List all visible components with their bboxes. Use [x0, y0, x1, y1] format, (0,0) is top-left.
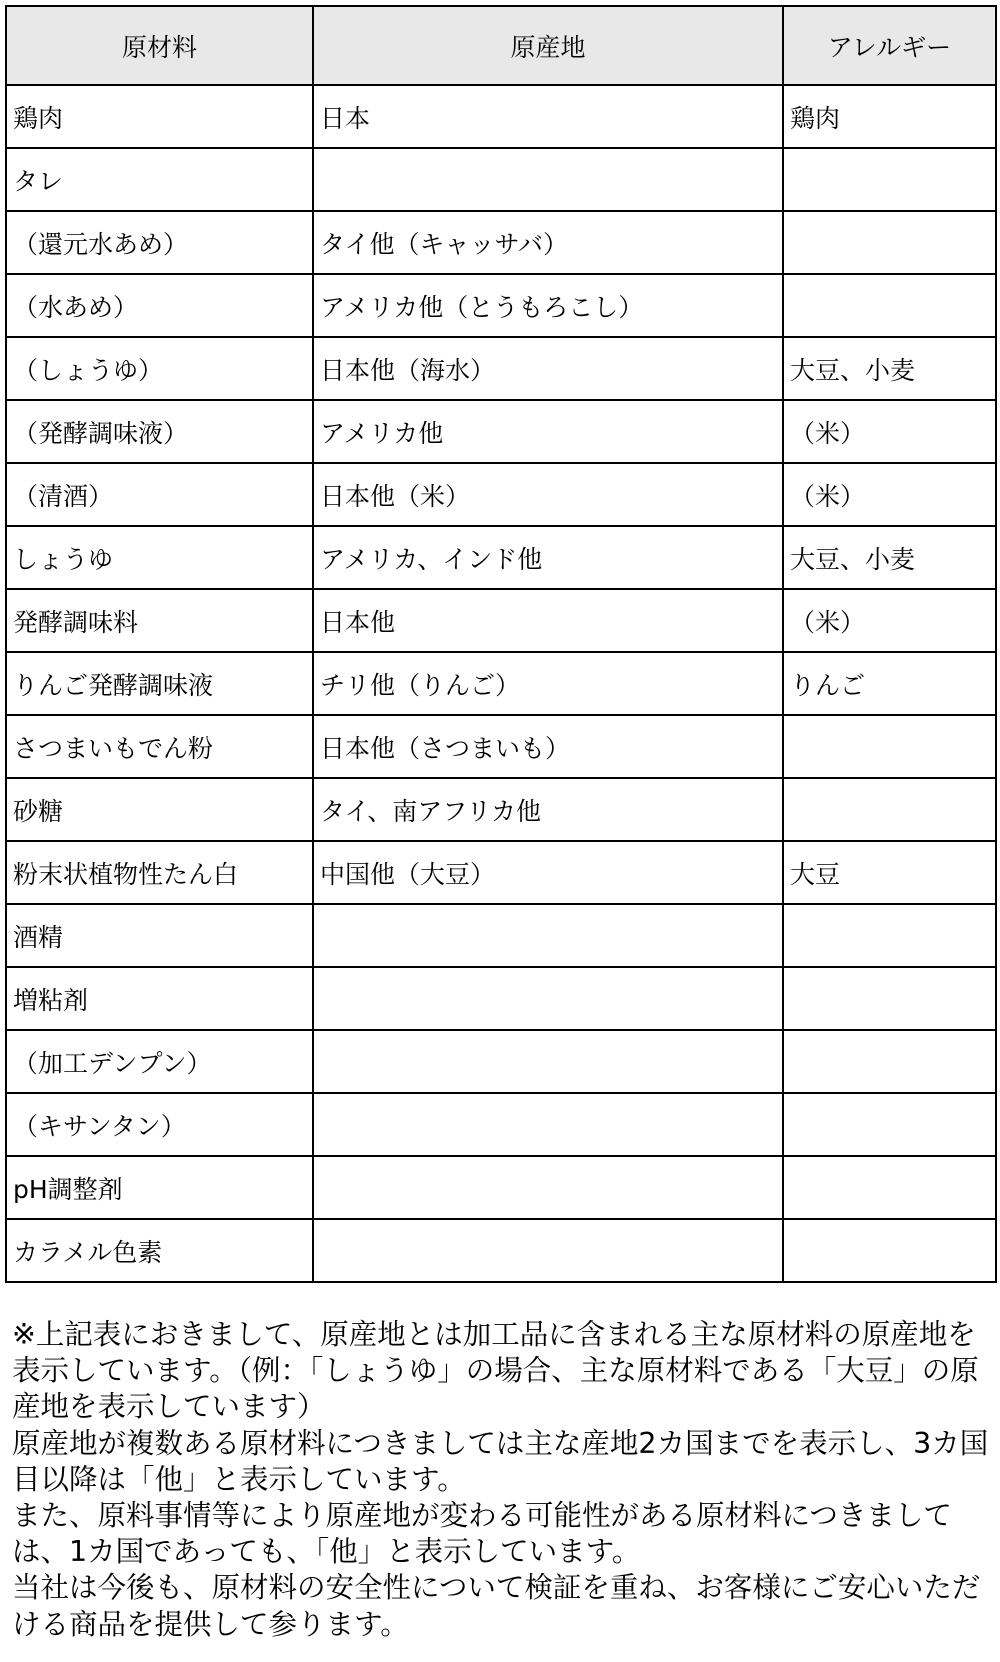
table-row	[6, 400, 996, 463]
table-row	[6, 1156, 996, 1219]
footnotes	[12, 1317, 994, 1643]
table-row	[6, 652, 996, 715]
ingredient-cell: （水あめ）	[6, 274, 313, 337]
ingredient-cell: タレ	[6, 148, 313, 211]
ingredient-cell: 粉末状植物性たん白	[6, 841, 313, 904]
origin-cell: 中国他（大豆）	[313, 841, 783, 904]
ingredient-cell: 発酵調味料	[6, 589, 313, 652]
allergy-cell	[783, 1093, 996, 1156]
footnote-paragraph: また、原料事情等により原産地が変わる可能性がある原材料につきましては、1カ国であっても、「他」と表示しています。	[12, 1499, 952, 1569]
header-ingredient: 原材料	[6, 6, 313, 85]
origin-cell: 日本他（さつまいも）	[313, 715, 783, 778]
origin-cell	[313, 904, 783, 967]
allergy-cell: りんご	[783, 652, 996, 715]
table-header	[6, 6, 996, 85]
origin-cell: タイ、南アフリカ他	[313, 778, 783, 841]
allergy-cell	[783, 778, 996, 841]
origin-cell	[313, 1030, 783, 1093]
origin-cell: アメリカ、インド他	[313, 526, 783, 589]
allergy-cell	[783, 715, 996, 778]
table-row	[6, 1093, 996, 1156]
ingredient-origin-table	[5, 5, 997, 1283]
ingredient-cell: しょうゆ	[6, 526, 313, 589]
allergy-cell: （米）	[783, 589, 996, 652]
table-row	[6, 1219, 996, 1282]
allergy-cell: （米）	[783, 400, 996, 463]
table-row	[6, 715, 996, 778]
allergy-cell	[783, 148, 996, 211]
origin-cell: アメリカ他（とうもろこし）	[313, 274, 783, 337]
origin-cell: 日本他（海水）	[313, 337, 783, 400]
table-row	[6, 85, 996, 148]
footnote-paragraph: 原産地が複数ある原材料につきましては主な産地2カ国までを表示し、3カ国目以降は「他」と表示しています。	[12, 1426, 989, 1496]
allergy-cell: 鶏肉	[783, 85, 996, 148]
table-row	[6, 967, 996, 1030]
ingredient-cell: さつまいもでん粉	[6, 715, 313, 778]
allergy-cell: 大豆、小麦	[783, 526, 996, 589]
header-allergy: アレルギー	[783, 6, 996, 85]
table-row	[6, 463, 996, 526]
table-row	[6, 148, 996, 211]
allergy-cell	[783, 967, 996, 1030]
table-row	[6, 337, 996, 400]
ingredient-cell: りんご発酵調味液	[6, 652, 313, 715]
header-row	[6, 6, 996, 85]
footnote-paragraph: ※上記表におきまして、原産地とは加工品に含まれる主な原材料の原産地を表示しています。（例：「しょうゆ」の場合、主な原材料である「大豆」の原産地を表示しています）	[12, 1318, 979, 1424]
origin-cell: タイ他（キャッサバ）	[313, 211, 783, 274]
origin-cell	[313, 1219, 783, 1282]
origin-cell	[313, 148, 783, 211]
ingredient-cell: （発酵調味液）	[6, 400, 313, 463]
allergy-cell	[783, 211, 996, 274]
origin-cell	[313, 1093, 783, 1156]
ingredient-cell: （清酒）	[6, 463, 313, 526]
allergy-cell: 大豆	[783, 841, 996, 904]
ingredient-cell: （加工デンプン）	[6, 1030, 313, 1093]
origin-cell: 日本	[313, 85, 783, 148]
ingredient-cell: （しょうゆ）	[6, 337, 313, 400]
origin-cell: チリ他（りんご）	[313, 652, 783, 715]
allergy-cell: （米）	[783, 463, 996, 526]
footnote-paragraph: 当社は今後も、原材料の安全性について検証を重ね、お客様にご安心いただける商品を提供して参ります。	[12, 1571, 981, 1641]
ingredient-cell: （キサンタン）	[6, 1093, 313, 1156]
ingredient-cell: （還元水あめ）	[6, 211, 313, 274]
ingredient-cell: 鶏肉	[6, 85, 313, 148]
ingredient-cell: 増粘剤	[6, 967, 313, 1030]
allergy-cell: 大豆、小麦	[783, 337, 996, 400]
table-body	[6, 85, 996, 1282]
table-row	[6, 904, 996, 967]
origin-cell: 日本他（米）	[313, 463, 783, 526]
table-row	[6, 211, 996, 274]
table-row	[6, 274, 996, 337]
origin-cell: アメリカ他	[313, 400, 783, 463]
allergy-cell	[783, 1156, 996, 1219]
allergy-cell	[783, 904, 996, 967]
allergy-cell	[783, 1219, 996, 1282]
table-row	[6, 589, 996, 652]
origin-cell	[313, 1156, 783, 1219]
table-row	[6, 1030, 996, 1093]
origin-cell	[313, 967, 783, 1030]
ingredient-cell: 酒精	[6, 904, 313, 967]
table-row	[6, 778, 996, 841]
header-origin: 原産地	[313, 6, 783, 85]
allergy-cell	[783, 274, 996, 337]
table-row	[6, 841, 996, 904]
ingredient-cell: pH調整剤	[6, 1156, 313, 1219]
ingredient-cell: カラメル色素	[6, 1219, 313, 1282]
ingredient-cell: 砂糖	[6, 778, 313, 841]
table-row	[6, 526, 996, 589]
allergy-cell	[783, 1030, 996, 1093]
origin-cell: 日本他	[313, 589, 783, 652]
